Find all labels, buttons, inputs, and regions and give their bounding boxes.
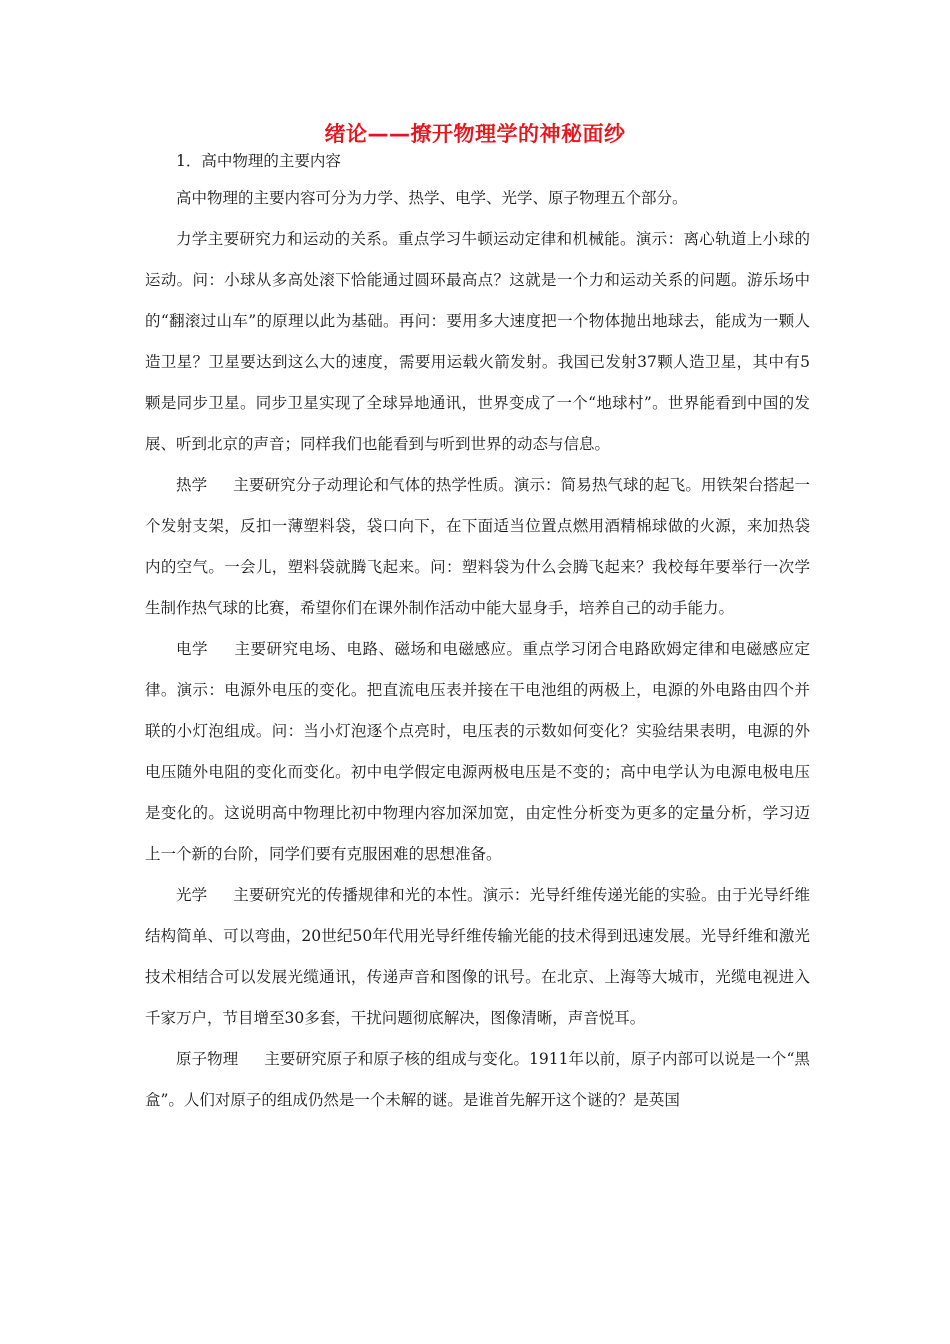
intro-paragraph: 高中物理的主要内容可分为力学、热学、电学、光学、原子物理五个部分。: [176, 189, 688, 207]
electric-text: 主要研究电场、电路、磁场和电磁感应。重点学习闭合电路欧姆定律和电磁感应定律。演示：电源外电压的变化。把直流电压表并接在干电池组的两极上，电源的外电路由四个并联的小灯泡组成。问：当小灯泡逐个点亮时，电压表的示数如何变化？实验结果表明，电源的外电压随外电阻的变化而变化。初中电学假定电源两极电压是不变的；高中电学认为电源电极电压是变化的。这说明高中物理比初中物理内容加深加宽，由定性分析变为更多的定量分析，学习迈上一个新的台阶，同学们要有克服困难的思想准备。: [145, 640, 810, 863]
optics-label: 光学: [176, 886, 208, 904]
optics-text: 主要研究光的传播规律和光的本性。演示：光导纤维传递光能的实验。由于光导纤维结构简单、可以弯曲，20世纪50年代用光导纤维传输光能的技术得到迅速发展。光导纤维和激光技术相结合可以发展光缆通讯，传递声音和图像的讯号。在北京、上海等大城市，光缆电视进入千家万户，节目增至30多套，干扰问题彻底解决，图像清晰，声音悦耳。: [145, 886, 810, 1027]
atomic-label: 原子物理: [176, 1050, 239, 1068]
section-heading: 1．高中物理的主要内容: [176, 152, 341, 170]
electric-label: 电学: [176, 640, 208, 658]
thermal-label: 热学: [176, 476, 208, 494]
atomic-text: 主要研究原子和原子核的组成与变化。1911年以前，原子内部可以说是一个“黑盒”。人们对原子的组成仍然是一个未解的谜。是谁首先解开这个谜的？是英国: [145, 1050, 810, 1109]
electric-paragraph: [145, 629, 810, 875]
thermal-text: 主要研究分子动理论和气体的热学性质。演示：简易热气球的起飞。用铁架台搭起一个发射支架，反扣一薄塑料袋，袋口向下，在下面适当位置点燃用酒精棉球做的火源，来加热袋内的空气。一会儿，塑料袋就腾飞起来。问：塑料袋为什么会腾飞起来？我校每年要举行一次学生制作热气球的比赛，希望你们在课外制作活动中能大显身手，培养自己的动手能力。: [145, 476, 810, 617]
atomic-paragraph: [145, 1039, 810, 1121]
document-body: [145, 147, 810, 1121]
optics-paragraph: [145, 875, 810, 1039]
mechanics-paragraph: 力学主要研究力和运动的关系。重点学习牛顿运动定律和机械能。演示：离心轨道上小球的运动。问：小球从多高处滚下恰能通过圆环最高点？这就是一个力和运动关系的问题。游乐场中的“翻滚过山车”的原理以此为基础。再问：要用多大速度把一个物体抛出地球去，能成为一颗人造卫星？卫星要达到这么大的速度，需要用运载火箭发射。我国已发射37颗人造卫星，其中有5颗是同步卫星。同步卫星实现了全球异地通讯，世界变成了一个“地球村”。世界能看到中国的发展、听到北京的声音；同样我们也能看到与听到世界的动态与信息。: [145, 230, 810, 453]
document-title: 绪论——撩开物理学的神秘面纱: [324, 122, 626, 146]
thermal-paragraph: [145, 465, 810, 629]
